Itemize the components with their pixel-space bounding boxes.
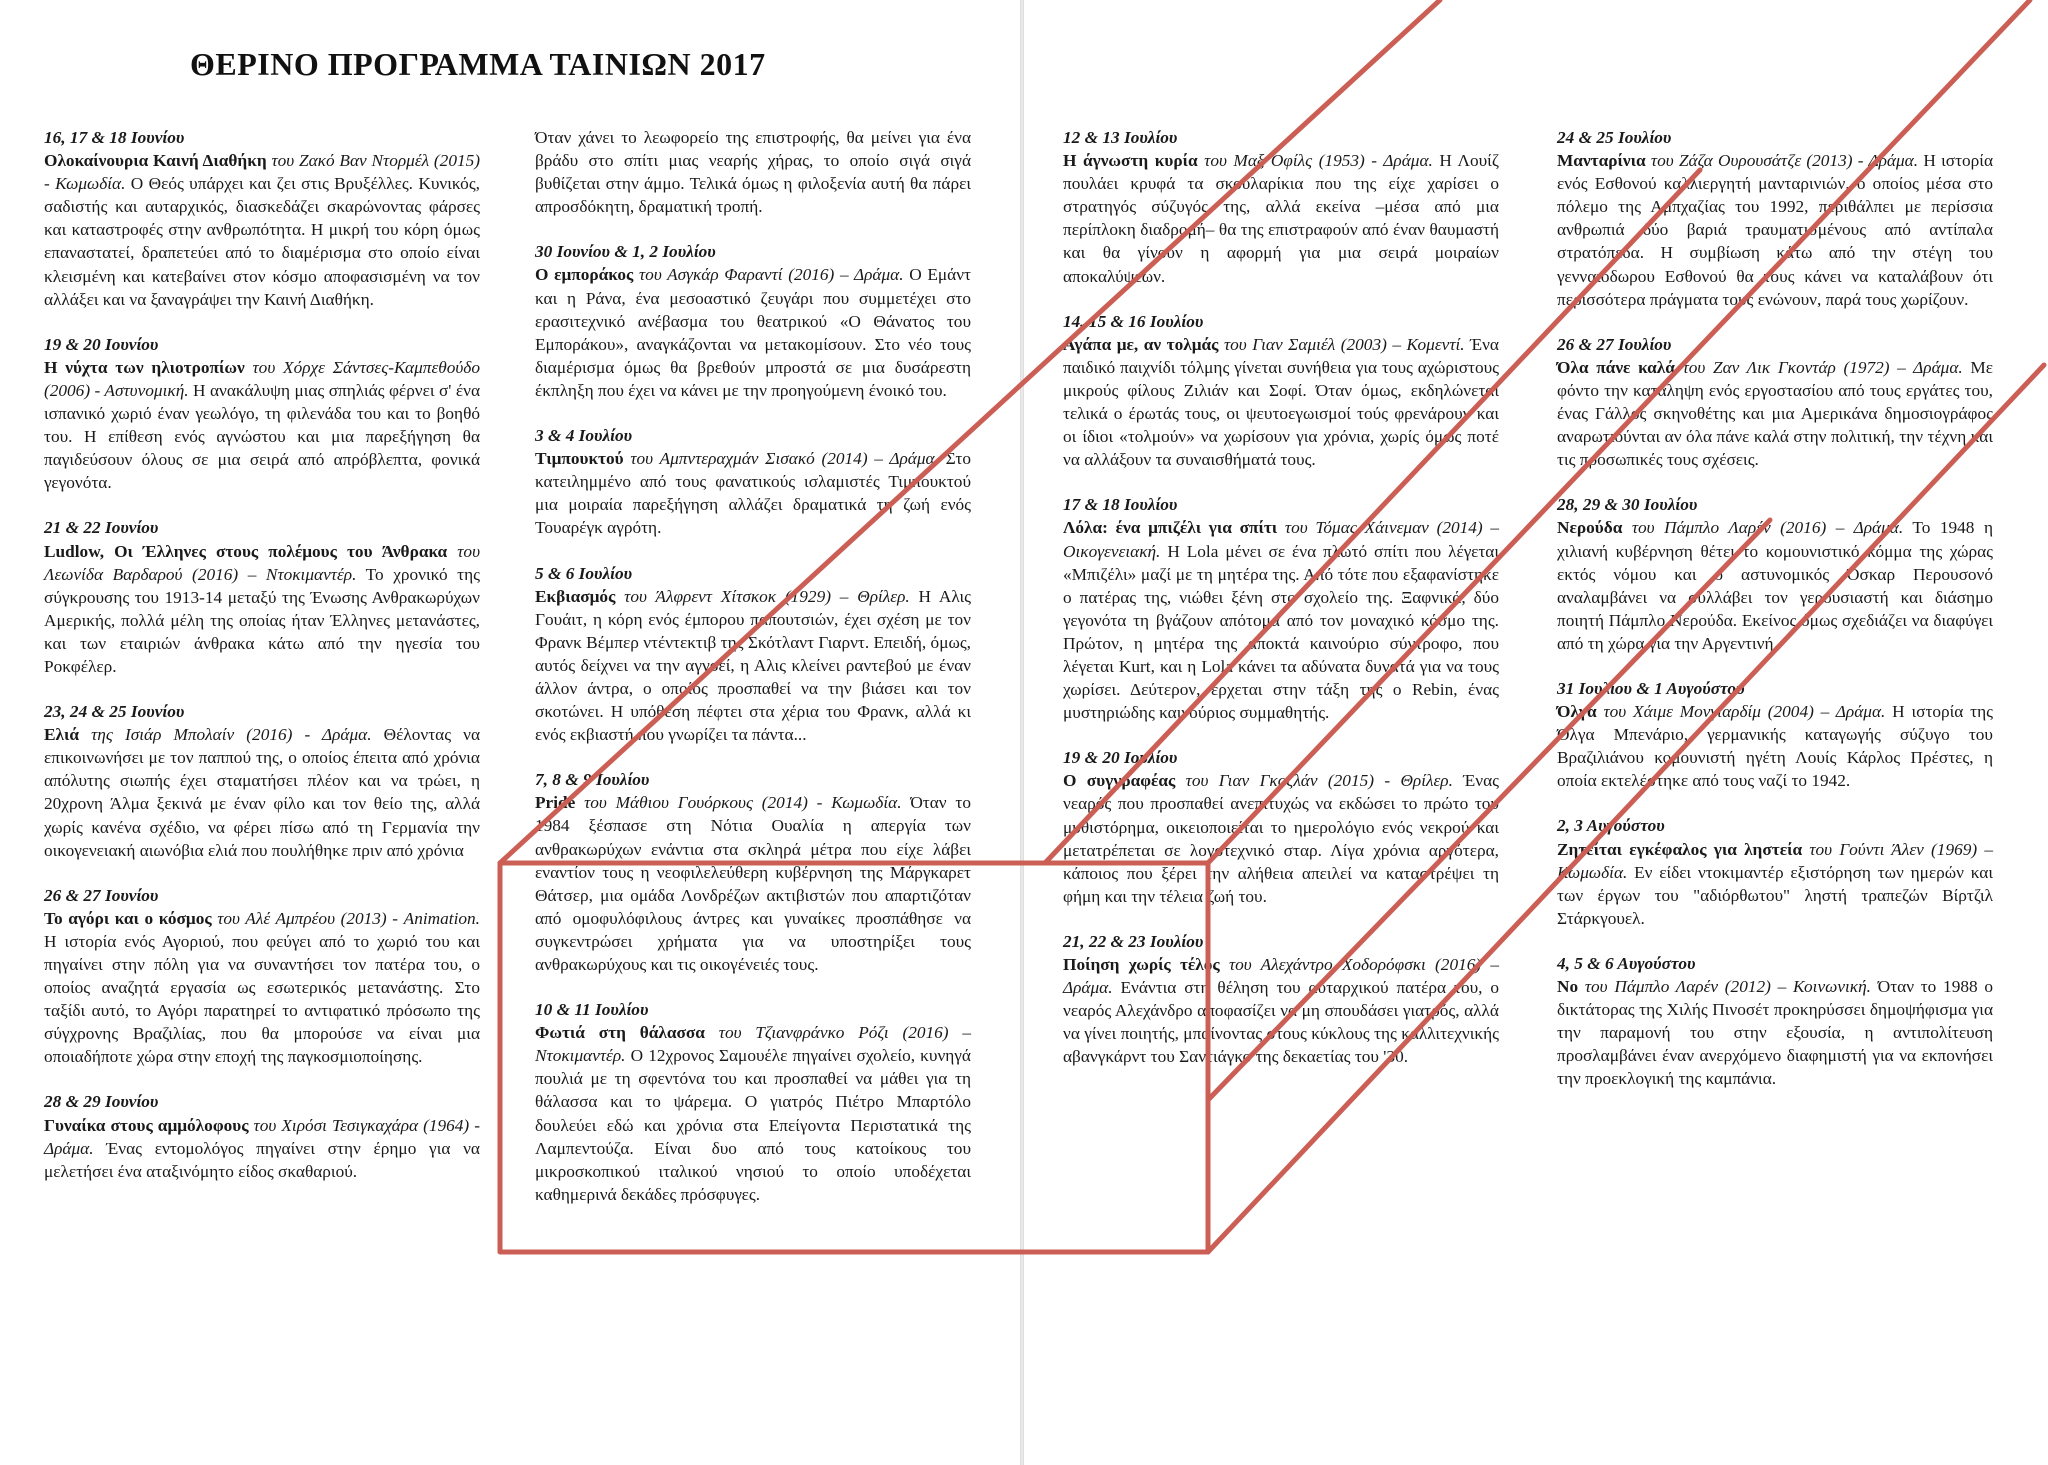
film-title: Νο — [1557, 977, 1579, 996]
film-title: Η άγνωστη κυρία — [1063, 151, 1198, 171]
film-credits: του Χιρόσι Τεσιγκαχάρα (1964) - Δράμα. — [44, 1115, 480, 1158]
film-entry — [535, 998, 971, 1206]
film-credits: του Ασγκάρ Φαραντί (2016) – Δράμα. — [633, 265, 904, 285]
film-synopsis: Ο 12χρονος Σαμουέλε πηγαίνει σχολείο, κυνηγά πουλιά με τη σφεντόνα του και προσπαθεί να μάθει για τη θάλασσα και το ψάρεμα. Ο γιατρός Πιέτρο Μπαρτόλο δουλεύει εδώ και χρόνια στα Επείγοντα Περιστατικά της Λαμπεντούζα. Είναι δυο από τους κατοίκους του μικροσκοπικού ιταλικού νησιού το οποίο υποδέχεται καθημερινά δεκάδες πρόσφυγες. — [535, 1046, 971, 1204]
film-title: Η νύχτα των ηλιοτροπίων — [44, 357, 245, 377]
screening-dates: 21 & 22 Ιουνίου — [44, 518, 159, 538]
film-synopsis: Το 1948 η χιλιανή κυβέρνηση θέτει το κομουνιστικό κόμμα της χώρας εκτός νόμου και ο αστυνομικός Όσκαρ Περουσονό αναλαμβάνει να συλλάβει τον γερουσιαστή και διάσημο ποιητή Πάμπλο Νερούδα. Εκείνος όμως σχεδιάζει να διαφύγει από τη χώρα για την Αργεντινή. — [1557, 518, 1993, 653]
page-fold — [1020, 0, 1024, 1465]
film-entry — [1557, 333, 1993, 472]
film-credits: του Μάθιου Γουόρκους (2014) - Κωμωδία. — [575, 793, 902, 813]
film-credits: του Πάμπλο Λαρέν (2012) – Κοινωνική. — [1578, 977, 1871, 996]
film-credits: του Χάιμε Μονγιαρδίμ (2004) – Δράμα. — [1596, 702, 1886, 722]
screening-dates: 3 & 4 Ιουλίου — [535, 426, 633, 446]
screening-dates: 10 & 11 Ιουλίου — [535, 1000, 649, 1020]
film-title: Ζητείται εγκέφαλος για ληστεία — [1557, 839, 1803, 859]
film-synopsis: Εν είδει ντοκιμαντέρ εξιστόρηση των ημερών και των έργων του "αδιόρθωτου" ληστή τραπεζών Βίρτζιλ Στάρκγουελ. — [1557, 862, 1993, 928]
film-credits: της Ισιάρ Μπολαίν (2016) - Δράμα. — [79, 725, 372, 745]
screening-dates: 19 & 20 Ιουλίου — [1063, 748, 1178, 768]
film-entry — [1063, 746, 1499, 908]
film-title: Ο συγγραφέας — [1063, 771, 1176, 791]
column-1 — [44, 126, 480, 1205]
film-synopsis: Η ιστορία ενός Εσθονού καλλιεργητή μανταρινιών, ο οποίος μέσα στο πόλεμο της Αμπχαζίας του 1992, περιθάλπει με περίσσια ανθρωπιά δύο βαριά τραυματισμένους από αντίπαλα στρατόπεδα. Η συμβίωση κάτω από την στέγη του γενναιόδωρου Εσθονού θα τους κάνει να καταλάβουν ότι περισσότερα πράγματα τους ενώνουν, παρά τους χωρίζουν. — [1557, 151, 1994, 309]
column-2 — [535, 126, 971, 1228]
film-credits: του Αμπντεραχμάν Σισακό (2014) – Δράμα. — [623, 449, 939, 469]
film-synopsis: Ενάντια στη θέληση του αυταρχικού πατέρα του, ο νεαρός Αλεχάνδρο αποφασίζει να μη σπουδάσει γιατρός, αλλά να γίνει ποιητής, μπαίνοντας στους κύκλους της καλλιτεχνικής αβανγκάρντ του Σαντιάγκο της δεκαετίας του '30. — [1063, 978, 1499, 1067]
film-credits: του Τζιανφράνκο Ρόζι (2016) – Ντοκιμαντέρ. — [535, 1023, 971, 1066]
screening-dates: 5 & 6 Ιουλίου — [535, 563, 633, 583]
film-entry — [44, 884, 480, 1069]
film-title: Ο εμποράκος — [535, 265, 634, 285]
film-credits: του Λεωνίδα Βαρδαρού (2016) – Ντοκιμαντέρ. — [44, 541, 480, 584]
screening-dates: 19 & 20 Ιουνίου — [44, 334, 159, 354]
film-entry — [535, 424, 971, 539]
film-entry — [1063, 930, 1499, 1069]
film-synopsis: Ένας νεαρός που προσπαθεί ανεπιτυχώς να εκδώσει το πρώτο του μυθιστόρημα, οικειοποιείται το ημερολόγιο ενός νεκρού και μετατρέπεται σε λογοτεχνικό σταρ. Λίγα χρόνια αργότερα, κάποιος που ξέρει την αλήθεια απειλεί να καταστρέψει τη φήμη και την τέλεια ζωή του. — [1063, 771, 1499, 906]
screening-dates: 21, 22 & 23 Ιουλίου — [1063, 931, 1204, 951]
film-entry — [535, 240, 971, 402]
film-title: Γυναίκα στους αμμόλοφους — [44, 1115, 249, 1135]
film-credits: του Τόμας Χάινεμαν (2014) – Οικογενειακή. — [1063, 518, 1499, 561]
screening-dates: 17 & 18 Ιουλίου — [1063, 495, 1178, 515]
film-credits: του Ζάζα Ουρουσάτζε (2013) - Δράμα. — [1645, 151, 1919, 171]
screening-dates: 16, 17 & 18 Ιουνίου — [44, 128, 185, 147]
film-credits: του Ζαν Λικ Γκοντάρ (1972) – Δράμα. — [1674, 357, 1963, 377]
film-synopsis: Όταν χάνει το λεωφορείο της επιστροφής, θα μείνει για ένα βράδυ στο σπίτι μιας νεαρής χήρας, το οποίο σιγά σιγά βυθίζεται στην άμμο. Τελικά όμως η φιλοξενία αυτή θα πάρει απροσδόκητη, δραματική τροπή. — [535, 128, 971, 217]
film-entry — [1557, 677, 1993, 792]
film-entry — [1557, 493, 1993, 655]
film-entry — [44, 700, 480, 862]
film-synopsis: Όταν το 1984 ξέσπασε στη Νότια Ουαλία η απεργία των ανθρακωρύχων ενάντια στα σκληρά μέτρα που είχε λάβει εναντίον τους η νεοφιλελεύθερη κυβέρνηση της Μάργκαρετ Θάτσερ, μια ομάδα Λονδρέζων ακτιβιστών που απαρτιζόταν από ομοφυλόφιλους άντρες και γυναίκες προσπάθησε να συγκεντρώσει χρήματα για να υποστηρίξει τους ανθρακωρύχους και τις οικογένειές τους. — [535, 793, 971, 974]
film-credits: του Πάμπλο Λαρέν (2016) – Δράμα. — [1622, 518, 1904, 538]
film-title: Ποίηση χωρίς τέλος — [1063, 955, 1220, 974]
film-title: Το αγόρι και ο κόσμος — [44, 908, 212, 928]
film-title: Ελιά — [44, 725, 80, 745]
film-entry — [44, 1090, 480, 1182]
screening-dates: 26 & 27 Ιουλίου — [1557, 334, 1672, 354]
film-entry — [44, 516, 480, 678]
screening-dates: 2, 3 Αυγούστου — [1557, 816, 1665, 836]
film-synopsis: Το χρονικό της σύγκρουσης του 1913-14 μεταξύ της Ένωσης Ανθρακωρύχων Αμερικής, πολλά μέλη της οποίας ήταν Έλληνες μετανάστες, και των εταιριών άνθρακα κάτω από την ηγεσία του Ροκφέλερ. — [44, 564, 480, 676]
screening-dates: 7, 8 & 9 Ιουλίου — [535, 770, 650, 790]
film-synopsis: Ένα παιδικό παιχνίδι τόλμης γίνεται συνήθεια για τους αχώριστους μικρούς φίλους Ζιλιάν και Σοφί. Όταν όμως, εκδηλώνεται τελικά ο έρωτάς τους, οι ψευτοεγωισμοί τούς φρενάρουν και οι ίδιοι «τολμούν» να χωρίσουν για χρόνια, χωρίς όμως ποτέ να αλλάξουν τα συναισθήματά τους. — [1063, 334, 1499, 470]
film-synopsis: Η ιστορία ενός Αγοριού, που φεύγει από το χωριό του και πηγαίνει στην πόλη για να συναντήσει τον πατέρα του, ο οποίος αναζητά εργασία ως εσωτερικός μετανάστης. Στο ταξίδι αυτό, το Αγόρι παρατηρεί το αντιφατικό πρόσωπο της σύγχρονης Βραζιλίας, που θα μπορούσε να είναι μια οποιαδήποτε χώρα στην εποχή της παγκοσμιοποίησης. — [44, 931, 480, 1067]
film-entry — [1063, 493, 1499, 724]
film-title: Τιμπουκτού — [535, 449, 624, 469]
film-entry — [535, 126, 971, 218]
screening-dates: 4, 5 & 6 Αυγούστου — [1557, 953, 1696, 973]
film-synopsis: Θέλοντας να επικοινωνήσει με τον παππού της, ο οποίος έπειτα από χρόνια απόλυτης σιωπής έχει σταματήσει πλέον και να τρώει, η 20χρονη Άλμα ξεκινά με έναν φίλο και τον θείο της, αλλά χωρίς κανένα σχέδιο, να φέρει πίσω από τη Γερμανία την οικογενειακή αιωνόβια ελιά που πουλήθηκε πριν από χρόνια — [44, 725, 481, 860]
column-4 — [1557, 126, 1993, 1112]
film-entry — [44, 333, 480, 495]
film-credits: του Ζακό Βαν Ντορμέλ (2015) - Κωμωδία. — [44, 151, 481, 194]
film-synopsis: Στο κατειλημμένο από τους φανατικούς ισλαμιστές Τιμπουκτού μια μοιραία παρεξήγηση αλλάζει δραματικά τη ζωή ενός Τουαρέγκ αγρότη. — [535, 449, 971, 538]
screening-dates: 26 & 27 Ιουνίου — [44, 885, 159, 905]
film-entry — [1557, 952, 1993, 1091]
screening-dates: 12 & 13 Ιουλίου — [1063, 128, 1178, 147]
screening-dates: 28, 29 & 30 Ιουλίου — [1557, 495, 1698, 515]
film-entry — [44, 126, 480, 311]
screening-dates: 31 Ιουλίου & 1 Αυγούστου — [1557, 678, 1745, 698]
film-synopsis: Η ανακάλυψη μιας σπηλιάς φέρνει σ' ένα ισπανικό χωριό έναν γεωλόγο, τη φιλενάδα του και το βοηθό του. Η επίθεση ενός αγνώστου και μια παρεξήγηση θα παγιδεύσουν όλους σε μια σειρά από απρόβλεπτα, φονικά γεγονότα. — [44, 380, 480, 493]
screening-dates: 14, 15 & 16 Ιουλίου — [1063, 311, 1204, 331]
film-credits: του Γιαν Γκοζλάν (2015) - Θρίλερ. — [1175, 771, 1453, 791]
film-synopsis: Ο Εμάντ και η Ράνα, ένα μεσοαστικό ζευγάρι που συμμετέχει στο ερασιτεχνικό ανέβασμα του θεατρικού «Ο Θάνατος του Εμποράκου», αναγκάζονται να μετακομίσουν. Στο νέο τους διαμέρισμα όμως θα βρεθούν μπροστά σε μια δυσάρεστη έκπληξη που έχει να κάνει με την προηγούμενη ένοικό του. — [535, 265, 971, 400]
film-title: Φωτιά στη θάλασσα — [535, 1023, 705, 1043]
film-title: Αγάπα με, αν τολμάς — [1063, 334, 1219, 354]
film-entry — [1557, 126, 1993, 311]
film-credits: του Γούντι Άλεν (1969) – Κωμωδία. — [1557, 839, 1993, 882]
film-credits: του Άλφρεντ Χίτσκοκ (1929) – Θρίλερ. — [615, 586, 910, 606]
film-synopsis: Η Λουίζ πουλάει κρυφά τα σκουλαρίκια που της είχε χαρίσει ο στρατηγός σύζυγός της, αλλά εκείνα –μέσα από μια περίπλοκη διαδρομή– θα της επιστραφούν από έναν θαυμαστή και θα γίνουν η αφορμή για μια σειρά μοιραίων αποκαλύψεων. — [1063, 151, 1499, 286]
film-credits: του Αλεχάντρο Χοδορόφσκι (2016) – Δράμα. — [1063, 955, 1500, 998]
film-title: Εκβιασμός — [535, 586, 616, 606]
column-3 — [1063, 126, 1499, 1090]
film-synopsis: Η ιστορία της Όλγα Μπενάριο, γερμανικής καταγωγής σύζυγο του Βραζιλιάνου κομουνιστή ηγέτη Λουίς Κάρλος Πρέστες, η οποία εκτελέστηκε από τους ναζί το 1942. — [1557, 702, 1993, 791]
film-credits: του Γιαν Σαμιέλ (2003) – Κομεντί. — [1218, 334, 1465, 354]
film-title: Μανταρίνια — [1557, 151, 1646, 171]
film-credits: του Χόρχε Σάντσες-Καμπεθούδο (2006) - Αστυνομική. — [44, 357, 480, 400]
film-title: Pride — [535, 793, 576, 813]
screening-dates: 23, 24 & 25 Ιουνίου — [44, 702, 185, 722]
film-entry — [1557, 814, 1993, 929]
film-title: Ολοκαίνουρια Καινή Διαθήκη — [44, 151, 267, 171]
film-synopsis: Ο Θεός υπάρχει και ζει στις Βρυξέλλες. Κυνικός, σαδιστής και αυταρχικός, διασκεδάζει σκαρώνοντας φάρσες και καταστροφές στην ανθρωπότητα. Η μικρή του κόρη όμως επαναστατεί, δραπετεύει από το διαμέρισμα στο οποίο είναι κλεισμένη και κατεβαίνει στον κόσμο αποφασισμένη να τον αλλάξει και να ξαναγράψει την Καινή Διαθήκη. — [44, 174, 480, 309]
program-title: ΘΕΡΙΝΟ ΠΡΟΓΡΑΜΜΑ ΤΑΙΝΙΩΝ 2017 — [190, 46, 766, 82]
film-entry — [1063, 126, 1499, 288]
film-credits: του Αλέ Αμπρέου (2013) - Animation. — [211, 908, 480, 928]
film-synopsis: Η Lola μένει σε ένα πλωτό σπίτι που λέγεται «Μπιζέλι» μαζί με τη μητέρα της. Από τότε που εξαφανίστηκε ο πατέρας της, νιώθει ξένη στο σχολείο της. Ξαφνικά, δύο γεγονότα τη βγάζουν απότομα από τον μοναχικό κόσμο της. Πρώτον, η μητέρα της αποκτά καινούριο σύντροφο, που λέγεται Kurt, και η Lola κάνει τα αδύνατα δυνατά για να τους χωρίσει. Δεύτερον, έρχεται στην τάξη της ο Rebin, ένας μυστηριώδης καινούριος συμμαθητής. — [1063, 541, 1499, 723]
screening-dates: 30 Ιουνίου & 1, 2 Ιουλίου — [535, 242, 716, 262]
film-synopsis: Ένας εντομολόγος πηγαίνει στην έρημο για να μελετήσει ένα αταξινόμητο είδος σκαθαριού. — [44, 1138, 480, 1181]
film-synopsis: Όταν το 1988 ο δικτάτορας της Χιλής Πινοσέτ προκηρύσσει δημοψήφισμα για την παραμονή του στην εξουσία, η αντιπολίτευση προσλαμβάνει έναν ανερχόμενο διαφημιστή για να εκπονήσει την προεκλογική της καμπάνια. — [1557, 977, 1993, 1089]
film-credits: του Μαξ Οφίλς (1953) - Δράμα. — [1197, 151, 1433, 171]
film-entry — [1063, 310, 1499, 472]
film-entry — [535, 768, 971, 976]
film-synopsis: Η Αλις Γουάιτ, η κόρη ενός έμπορου παπουτσιών, έχει σχέση με τον Φρανκ Βέμπερ ντέντεκτιβ της Σκότλαντ Γιαρντ. Επειδή, όμως, αυτός δείχνει να την αγνοεί, η Αλις κλείνει ραντεβού με έναν άλλον άντρα, ο οποίος προσπαθεί να την βιάσει και τον σκοτώνει. Η υπόθεση πέφτει στα χέρια του Φρανκ, αλλά κι ενός εκβιαστή που γνωρίζει τα πάντα... — [535, 586, 972, 745]
film-title: Όλα πάνε καλά — [1557, 357, 1675, 377]
screening-dates: 24 & 25 Ιουλίου — [1557, 128, 1672, 147]
film-title: Λόλα: ένα μπιζέλι για σπίτι — [1063, 518, 1278, 538]
film-title: Νερούδα — [1557, 518, 1623, 538]
film-title: Όλγα — [1557, 702, 1597, 722]
screening-dates: 28 & 29 Ιουνίου — [44, 1092, 159, 1112]
film-title: Ludlow, Οι Έλληνες στους πολέμους του Άνθρακα — [44, 541, 448, 561]
film-entry — [535, 562, 971, 747]
film-synopsis: Με φόντο την κατάληψη ενός εργοστασίου από τους εργάτες του, ένας Γάλλος σκηνοθέτης και μια Αμερικάνα δημοσιογράφος αναρωτιούνται αν όλα πάνε καλά στην πολιτική, την τέχνη και τις προσωπικές τους σχέσεις. — [1557, 357, 1993, 470]
